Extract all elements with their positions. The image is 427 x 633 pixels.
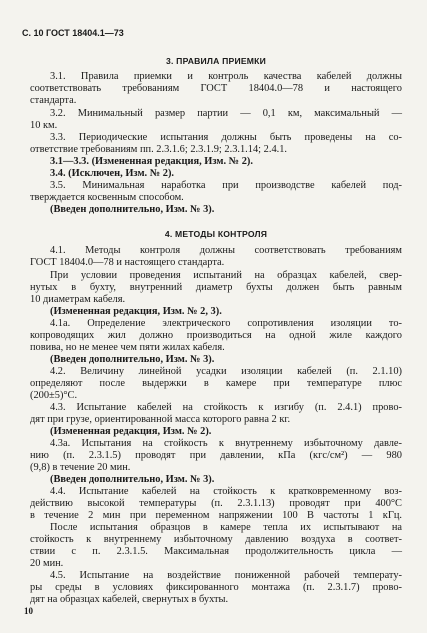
paragraph-line: нутых в бухту, внутренний диаметр бухты должен быть равным xyxy=(30,282,402,293)
paragraph-line: 3.3. Периодические испытания должны быть проведены на со- xyxy=(50,132,402,143)
amendment-note: 3.4. (Исключен, Изм. № 2). xyxy=(50,168,175,179)
paragraph-line: ответствие требованиям пп. 2.3.1.6; 2.3.1.9; 2.3.1.14; 2.4.1. xyxy=(30,144,288,155)
amendment-note: 3.1—3.3. (Измененная редакция, Изм. № 2). xyxy=(50,156,253,167)
paragraph-line: 4.2. Величину линейной усадки изоляции кабелей (п. 2.1.10) xyxy=(50,366,402,377)
paragraph-line: дят на образцах кабелей, свернутых в бухты. xyxy=(30,594,229,605)
amendment-note: (Введен дополнительно, Изм. № 3). xyxy=(50,474,215,485)
paragraph-line: 4.1а. Определение электрического сопротивления изоляции то- xyxy=(50,318,402,329)
paragraph-line: в течение 2 мин при переменном напряжении 100 В частоты 1 кГц. xyxy=(30,510,402,521)
paragraph-line: копроводящих жил должно производиться на одной жиле каждого xyxy=(30,330,402,341)
paragraph-line: нию (п. 2.3.1.5) проводят при давлении, кПа (кгс/см²) — 980 xyxy=(30,450,402,461)
running-head: С. 10 ГОСТ 18404.1—73 xyxy=(22,28,124,38)
paragraph-line: 4.4. Испытание кабелей на стойкость к кратковременному воз- xyxy=(50,486,402,497)
paragraph-line: соответствовать требованиям ГОСТ 18404.0—78 и настоящего xyxy=(30,83,402,94)
paragraph-line: повива, но не менее чем пяти жилах кабеля. xyxy=(30,342,225,353)
amendment-note: (Введен дополнительно, Изм. № 3). xyxy=(50,354,215,365)
paragraph-line: 3.5. Минимальная наработка при производстве кабелей под- xyxy=(50,180,402,191)
paragraph-line: 4.3а. Испытания на стойкость к внутреннему избыточному давле- xyxy=(50,438,402,449)
paragraph-line: действию высокой температуры (п. 2.3.1.13) проводят при 400°С xyxy=(30,498,402,509)
paragraph-line: 4.5. Испытание на воздействие пониженной рабочей температу- xyxy=(50,570,402,581)
paragraph-line: дят при грузе, ориентированной масса которого равна 2 кг. xyxy=(30,414,291,425)
paragraph-line: 10 диаметрам кабеля. xyxy=(30,294,126,305)
paragraph-line: 4.1. Методы контроля должны соответствовать требованиям xyxy=(50,245,402,256)
amendment-note: (Введен дополнительно, Изм. № 3). xyxy=(50,204,215,215)
paragraph-line: определяют после выдержки в камере при температуре плюс xyxy=(30,378,402,389)
paragraph-line: 10 км. xyxy=(30,120,58,131)
paragraph-line: 4.3. Испытание кабелей на стойкость к изгибу (п. 2.4.1) прово- xyxy=(50,402,402,413)
paragraph-line: После испытания образцов в камере тепла их испытывают на xyxy=(50,522,402,533)
paragraph-line: ры среды в условиях фиксированного монтажа (п. 2.3.1.7) прово- xyxy=(30,582,402,593)
paragraph-line: ствии с п. 2.3.1.5. Максимальная продолжительность цикла — xyxy=(30,546,402,557)
section-4-heading: 4. МЕТОДЫ КОНТРОЛЯ xyxy=(164,229,268,239)
section-3-heading: 3. ПРАВИЛА ПРИЕМКИ xyxy=(166,56,266,66)
amendment-note: (Измененная редакция, Изм. № 2). xyxy=(50,426,212,437)
paragraph-line: (200±5)°С. xyxy=(30,390,78,401)
paragraph-line: 3.2. Минимальный размер партии — 0,1 км, максимальный — xyxy=(50,108,402,119)
paragraph-line: (9,8) в течение 20 мин. xyxy=(30,462,131,473)
paragraph-line: ГОСТ 18404.0—78 и настоящего стандарта. xyxy=(30,257,225,268)
paragraph-line: тверждается косвенным способом. xyxy=(30,192,184,203)
paragraph-line: 3.1. Правила приемки и контроль качества кабелей должны xyxy=(50,71,402,82)
paragraph-line: 20 мин. xyxy=(30,558,64,569)
amendment-note: (Измененная редакция, Изм. № 2, 3). xyxy=(50,306,222,317)
paragraph-line: стандарта. xyxy=(30,95,77,106)
paragraph-line: стойкость к внутреннему избыточному давлению воздуха в соответ- xyxy=(30,534,402,545)
paragraph-line: При условии проведения испытаний на образцах кабелей, свер- xyxy=(50,270,402,281)
page-number: 10 xyxy=(24,606,33,616)
